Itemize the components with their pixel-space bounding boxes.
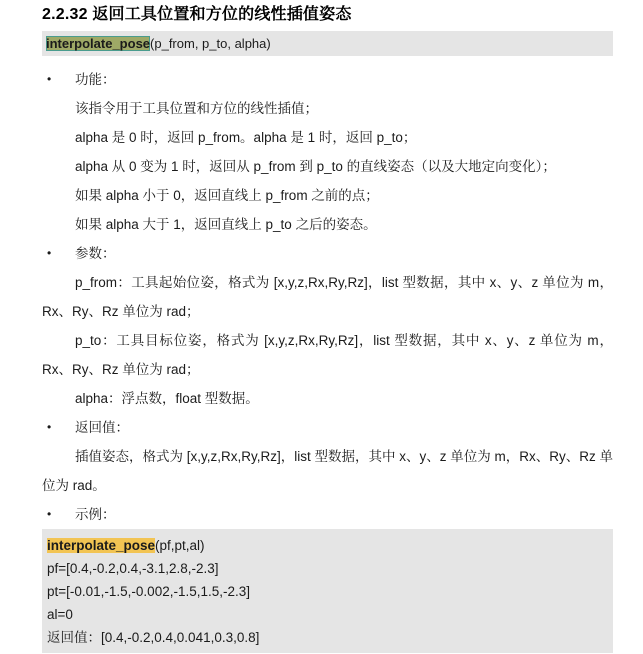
body-text	[42, 65, 613, 653]
paragraph: alpha 从 0 变为 1 时，返回从 p_from 到 p_to 的直线姿态（以及大地定向变化）；	[75, 159, 556, 174]
section-return-value	[42, 413, 613, 442]
bullet-icon: •	[47, 246, 52, 260]
code-line: pt=[-0.01,-1.5,-0.002,-1.5,1.5,-2.3]	[47, 584, 251, 599]
section-parameters	[42, 239, 613, 268]
paragraph: alpha：浮点数，float 型数据。	[75, 391, 259, 406]
code-line: pf=[0.4,-0.2,0.4,-3.1,2.8,-2.3]	[47, 561, 219, 576]
bullet-icon: •	[47, 507, 52, 521]
section-label-parameters: 参数：	[75, 246, 116, 261]
paragraph: p_from：工具起始位姿，格式为 [x,y,z,Rx,Ry,Rz]，list 型数据，其中 x、y、z 单位为 m，Rx、Ry、Rz 单位为 rad；	[42, 275, 613, 319]
code-line-call	[47, 534, 607, 557]
code-line: 返回值：[0.4,-0.2,0.4,0.041,0.3,0.8]	[47, 630, 260, 645]
code-line: al=0	[47, 607, 73, 622]
section-label-example: 示例：	[75, 507, 116, 522]
section-label-function: 功能：	[75, 72, 116, 87]
page-content	[42, 0, 613, 653]
paragraph: 该指令用于工具位置和方位的线性插值；	[75, 101, 318, 116]
function-signature-block	[42, 31, 613, 56]
page-title: 2.2.32 返回工具位置和方位的线性插值姿态	[42, 6, 352, 23]
signature-args: (p_from, p_to, alpha)	[150, 36, 271, 51]
example-call-args: (pf,pt,al)	[155, 538, 205, 553]
paragraph: 如果 alpha 小于 0，返回直线上 p_from 之前的点；	[75, 188, 379, 203]
section-label-return-value: 返回值：	[75, 420, 129, 435]
highlighted-function-name: interpolate_pose	[47, 538, 156, 553]
bullet-icon: •	[47, 420, 52, 434]
section-example	[42, 500, 613, 529]
paragraph: alpha 是 0 时，返回 p_from。alpha 是 1 时，返回 p_to；	[75, 130, 417, 145]
paragraph: 插值姿态，格式为 [x,y,z,Rx,Ry,Rz]，list 型数据，其中 x、y、z 单位为 m，Rx、Ry、Rz 单位为 rad。	[42, 449, 613, 493]
bullet-icon: •	[47, 72, 52, 86]
section-function	[42, 65, 613, 94]
highlighted-function-name: interpolate_pose	[46, 36, 151, 51]
example-code-block	[42, 529, 613, 653]
paragraph: p_to：工具目标位姿，格式为 [x,y,z,Rx,Ry,Rz]，list 型数据，其中 x、y、z 单位为 m，Rx、Ry、Rz 单位为 rad；	[42, 333, 613, 377]
paragraph: 如果 alpha 大于 1，返回直线上 p_to 之后的姿态。	[75, 217, 377, 232]
